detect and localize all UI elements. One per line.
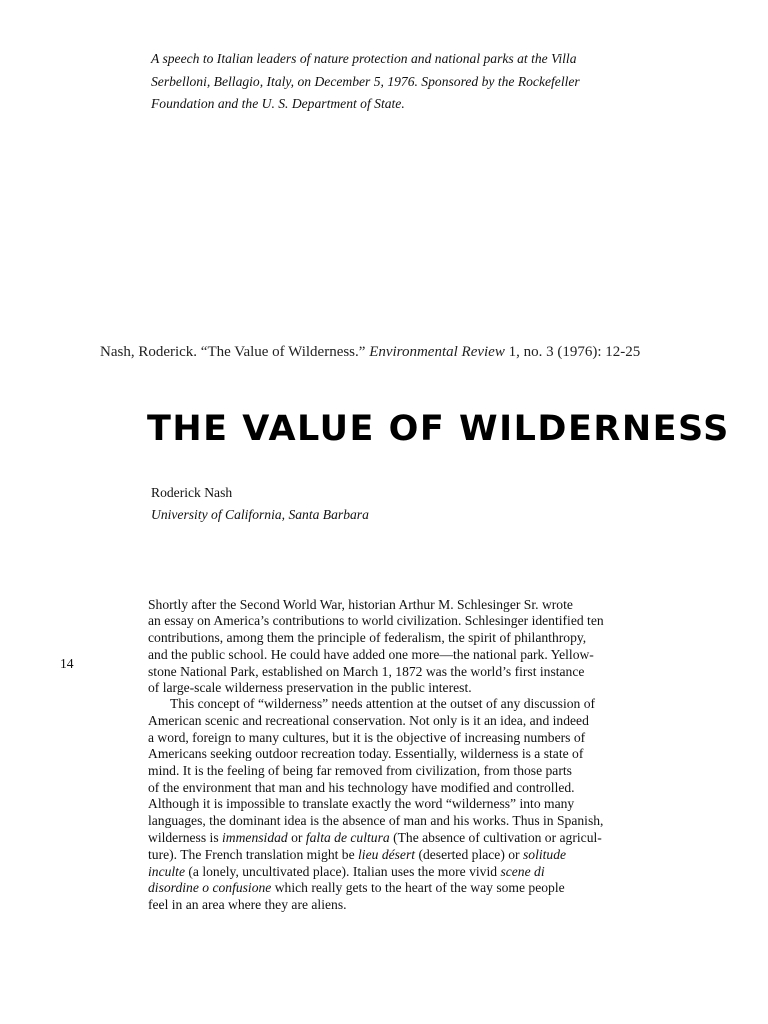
citation [100, 342, 640, 362]
page-number: 14 [60, 656, 74, 671]
body-line [148, 864, 545, 880]
body-line [148, 746, 583, 762]
body-line [148, 847, 566, 863]
text-run: disordine o confusione [148, 880, 272, 895]
text-run: scene di [500, 864, 545, 879]
text-run: Shortly after the Second World War, historian Arthur M. Schlesinger Sr. wrote [148, 597, 573, 612]
text-run: American scenic and recreational conservation. Not only is it an idea, and indeed [148, 713, 589, 728]
body-line [170, 696, 595, 712]
text-run: contributions, among them the principle of federalism, the spirit of philanthropy, [148, 630, 587, 645]
text-run: and the public school. He could have added one more—the national park. Yellow- [148, 647, 594, 662]
text-run: of large-scale wilderness preservation in the public interest. [148, 680, 472, 695]
body-line [148, 780, 575, 796]
text-run: which really gets to the heart of the way some people [271, 880, 565, 895]
text-run: Although it is impossible to translate exactly the word “wilderness” into many [148, 796, 575, 811]
text-run: of the environment that man and his technology have modified and controlled. [148, 780, 575, 795]
body-line [148, 880, 565, 896]
text-run: solitude [522, 847, 567, 862]
text-run: inculte [148, 864, 185, 879]
text-run: stone National Park, established on March 1, 1872 was the world’s first instance [148, 664, 585, 679]
body-line [148, 830, 602, 846]
body-line [148, 680, 472, 696]
author-name: Roderick Nash [151, 485, 233, 500]
text-run: or [287, 830, 306, 845]
text-run: (The absence of cultivation or agricul- [389, 830, 602, 845]
text-run: wilderness is [148, 830, 223, 845]
body-line [148, 763, 572, 779]
text-run: a word, foreign to many cultures, but it is the objective of increasing numbers of [148, 730, 586, 745]
citation-authors-title: Nash, Roderick. “The Value of Wilderness.” [100, 344, 370, 360]
body-line [148, 630, 586, 646]
citation-journal: Environmental Review [369, 344, 505, 360]
author-affiliation: University of California, Santa Barbara [151, 507, 369, 522]
text-run: Americans seeking outdoor recreation today. Essentially, wilderness is a state of [148, 746, 584, 761]
article-title: THE VALUE OF WILDERNESS [147, 409, 730, 449]
body-line [148, 796, 574, 812]
text-run: feel in an area where they are aliens. [148, 897, 347, 912]
text-run: mind. It is the feeling of being far removed from civilization, from those parts [148, 763, 572, 778]
body-line [148, 713, 589, 729]
text-run: immensidad [222, 830, 288, 845]
body-line [148, 613, 604, 629]
body-line [148, 647, 594, 663]
text-run: lieu désert [358, 847, 416, 862]
body-line [148, 664, 584, 680]
body-line [148, 813, 603, 829]
text-run: an essay on America’s contributions to world civilization. Schlesinger identified ten [148, 613, 604, 628]
body-line [148, 730, 585, 746]
text-run: (deserted place) or [415, 847, 523, 862]
text-run: (a lonely, uncultivated place). Italian uses the more vivid [185, 864, 501, 879]
text-run: ture). The French translation might be [148, 847, 359, 862]
citation-volume: 1, no. 3 (1976): 12-25 [504, 344, 641, 360]
speech-note-line-2: Serbelloni, Bellagio, Italy, on December 5, 1976. Sponsored by the Rockefeller [151, 74, 580, 89]
speech-note-line-3: Foundation and the U. S. Department of State. [151, 96, 405, 111]
body-line [148, 597, 573, 613]
text-run: languages, the dominant idea is the absence of man and his works. Thus in Spanish, [148, 813, 604, 828]
body-line [148, 897, 347, 913]
text-run: This concept of “wilderness” needs attention at the outset of any discussion of [170, 696, 596, 711]
text-run: falta de cultura [305, 830, 390, 845]
speech-note-line-1: A speech to Italian leaders of nature protection and national parks at the Villa [151, 51, 577, 66]
